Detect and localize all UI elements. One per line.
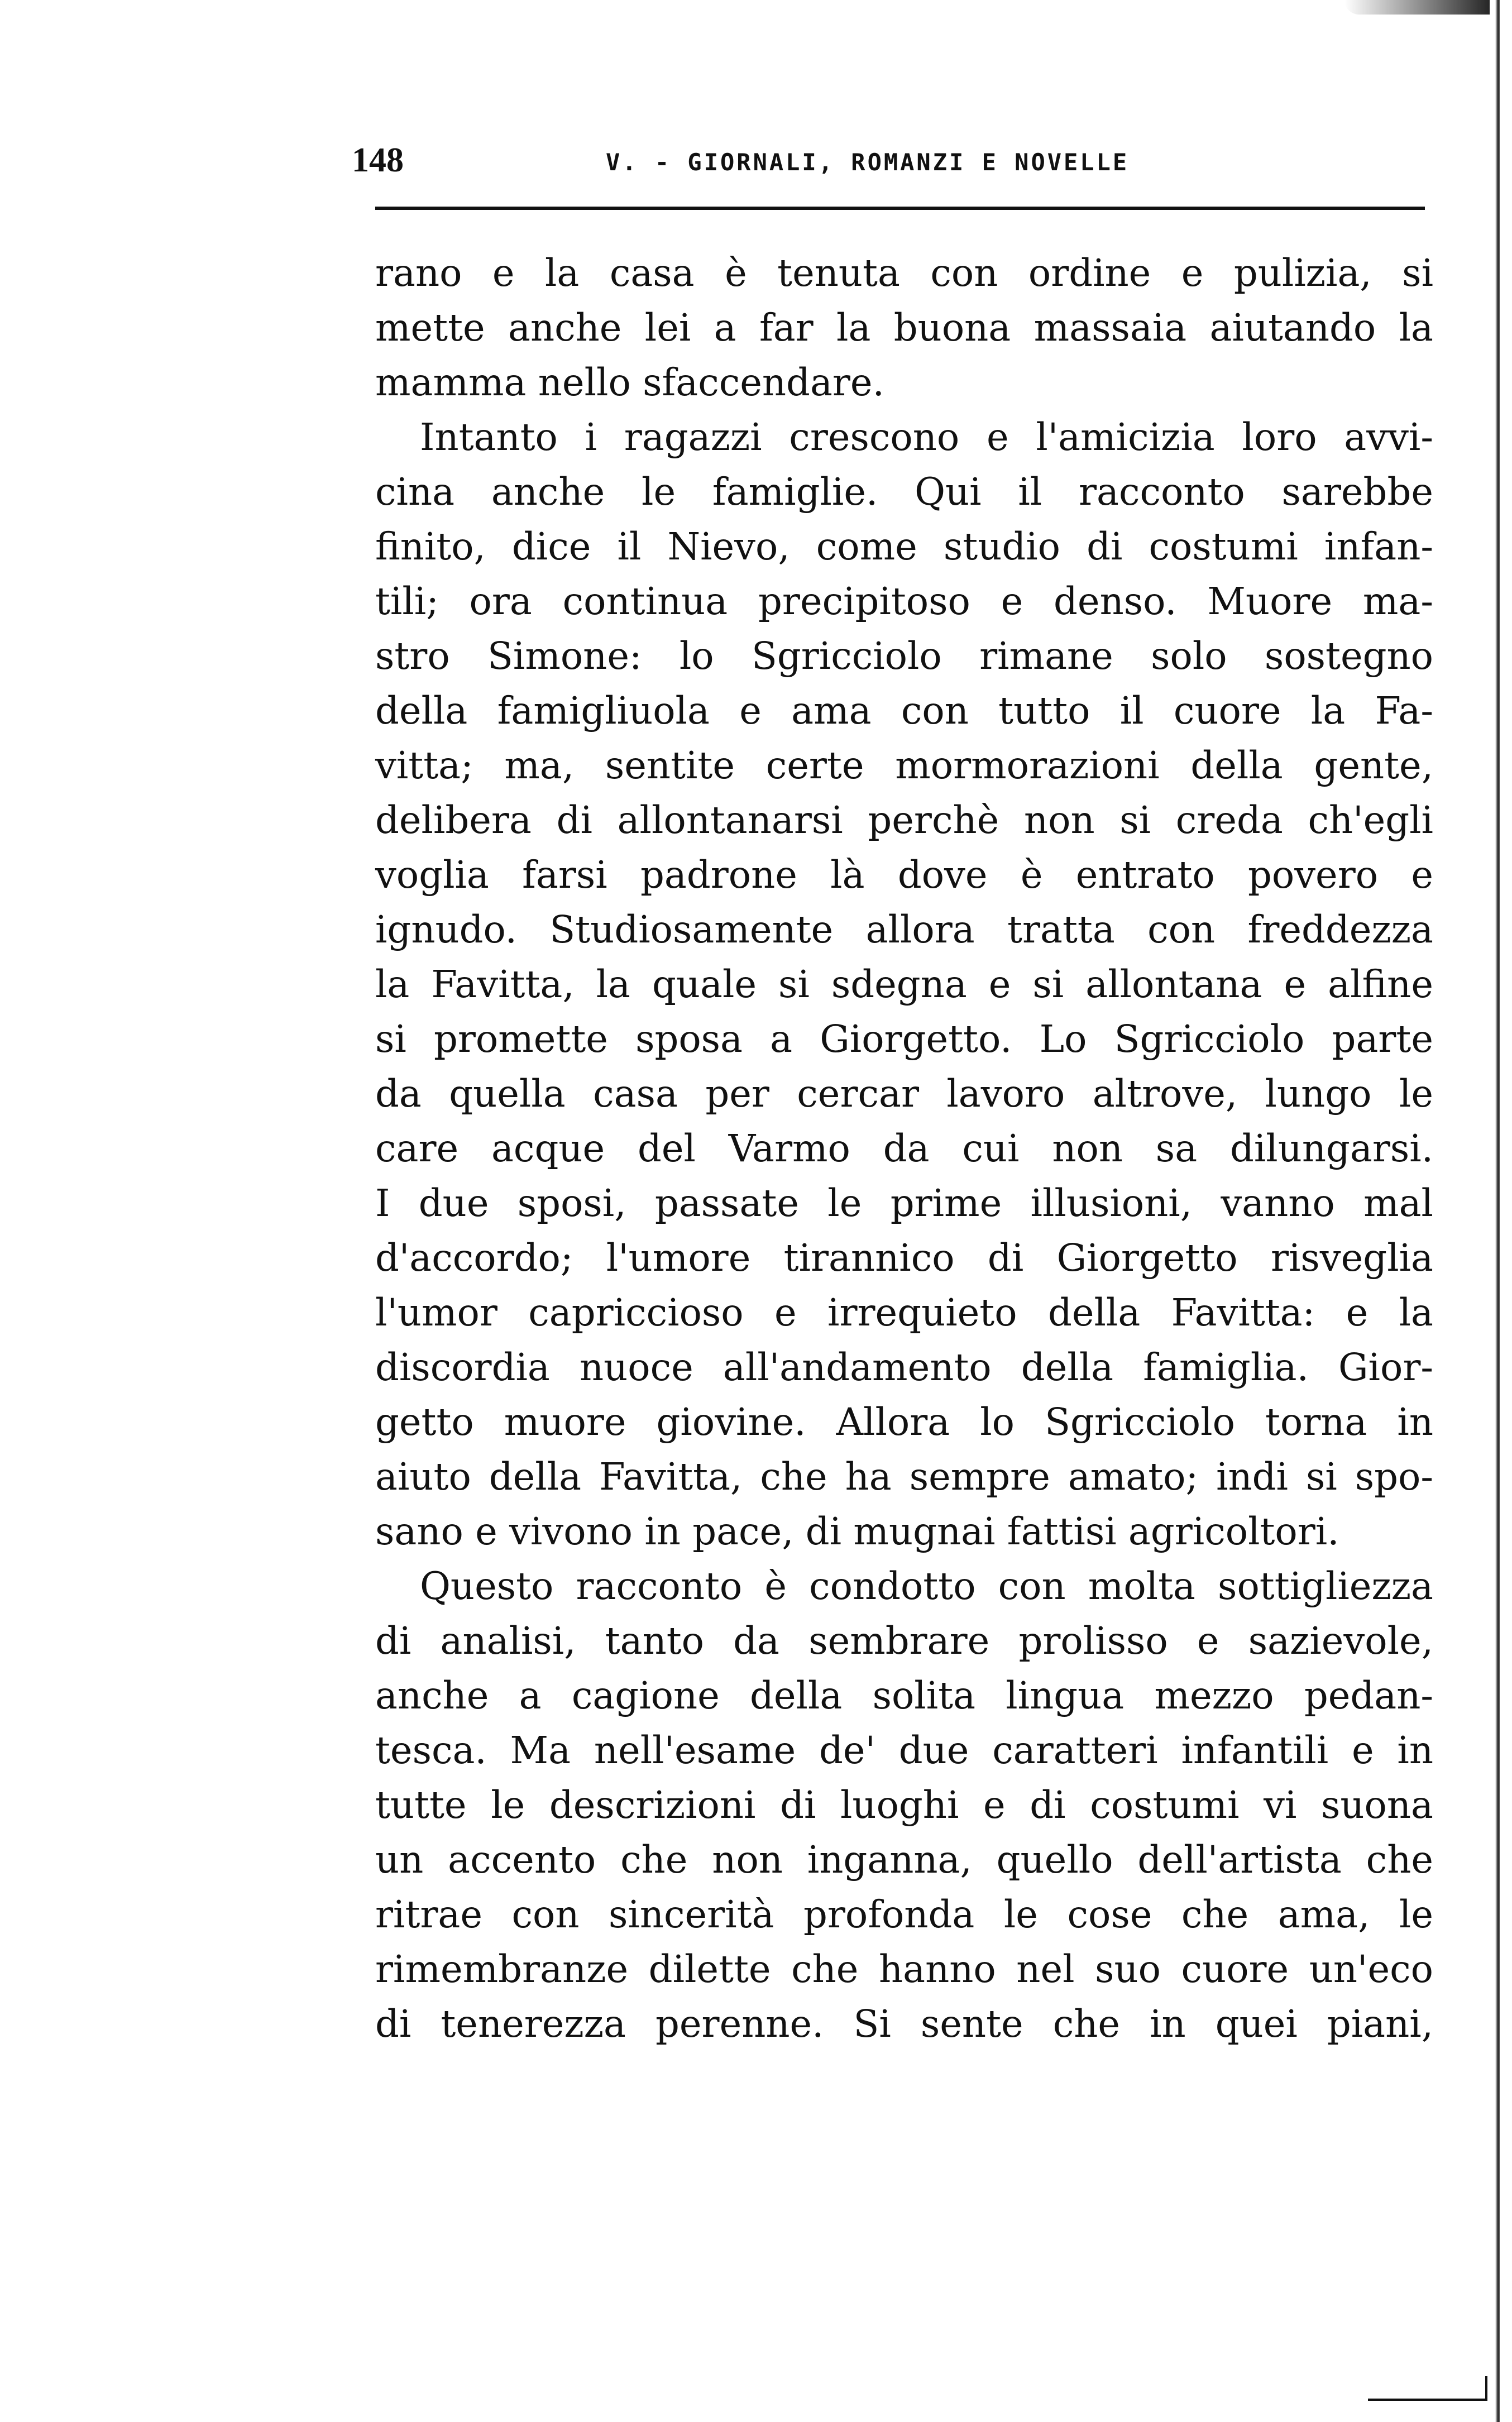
text-line: cina anche le famiglie. Qui il racconto sarebbe (375, 470, 1433, 514)
page-edge (1495, 0, 1500, 2422)
page-number: 148 (352, 141, 404, 179)
scan-corner-mark (1368, 2376, 1487, 2401)
text-line: di tenerezza perenne. Si sente che in quei piani, (375, 2002, 1433, 2046)
text-line: d'accordo; l'umore tirannico di Giorgetto risveglia (375, 1236, 1433, 1280)
text-line: discordia nuoce all'andamento della famiglia. Gior- (375, 1346, 1433, 1389)
text-line: Questo racconto è condotto con molta sottigliezza (420, 1564, 1433, 1608)
text-line: care acque del Varmo da cui non sa dilungarsi. (375, 1127, 1433, 1170)
text-line: tutte le descrizioni di luoghi e di costumi vi suona (375, 1783, 1433, 1827)
running-head: V. - GIORNALI, ROMANZI E NOVELLE (606, 149, 1130, 176)
text-line: la Favitta, la quale si sdegna e si allontana e alfine (375, 963, 1433, 1006)
text-line: un accento che non inganna, quello dell'artista che (375, 1838, 1433, 1882)
text-line: Intanto i ragazzi crescono e l'amicizia loro avvi- (420, 415, 1433, 459)
text-line: da quella casa per cercar lavoro altrove, lungo le (375, 1072, 1433, 1116)
text-line: delibera di allontanarsi perchè non si creda ch'egli (375, 798, 1433, 842)
text-line: I due sposi, passate le prime illusioni, vanno mal (375, 1181, 1433, 1225)
text-line: mette anche lei a far la buona massaia aiutando la (375, 306, 1433, 350)
text-line: rano e la casa è tenuta con ordine e pulizia, si (375, 251, 1433, 295)
text-line: di analisi, tanto da sembrare prolisso e sazievole, (375, 1619, 1433, 1663)
text-line: tesca. Ma nell'esame de' due caratteri infantili e in (375, 1729, 1433, 1772)
text-line: ignudo. Studiosamente allora tratta con freddezza (375, 908, 1433, 951)
text-line: anche a cagione della solita lingua mezzo pedan- (375, 1674, 1433, 1717)
text-line: sano e vivono in pace, di mugnai fattisi agricoltori. (375, 1510, 1339, 1553)
scan-artifact (1344, 0, 1490, 15)
text-line: tili; ora continua precipitoso e denso. Muore ma- (375, 580, 1433, 623)
text-line: della famigliuola e ama con tutto il cuore la Fa- (375, 689, 1433, 733)
text-line: ritrae con sincerità profonda le cose che ama, le (375, 1893, 1433, 1936)
text-line: aiuto della Favitta, che ha sempre amato; indi si spo- (375, 1455, 1433, 1499)
text-line: mamma nello sfaccendare. (375, 361, 884, 404)
text-line: voglia farsi padrone là dove è entrato povero e (375, 853, 1433, 897)
text-line: stro Simone: lo Sgricciolo rimane solo sostegno (375, 634, 1433, 678)
text-line: getto muore giovine. Allora lo Sgricciolo torna in (375, 1400, 1433, 1444)
page-header (352, 141, 1441, 185)
text-line: vitta; ma, sentite certe mormorazioni della gente, (375, 744, 1433, 787)
text-line: finito, dice il Nievo, come studio di costumi infan- (375, 525, 1433, 568)
text-line: rimembranze dilette che hanno nel suo cuore un'eco (375, 1947, 1433, 1991)
body-text (375, 246, 1433, 2051)
text-line: l'umor capriccioso e irrequieto della Favitta: e la (375, 1291, 1433, 1334)
text-line: si promette sposa a Giorgetto. Lo Sgricciolo parte (375, 1017, 1433, 1061)
header-rule (375, 207, 1425, 210)
